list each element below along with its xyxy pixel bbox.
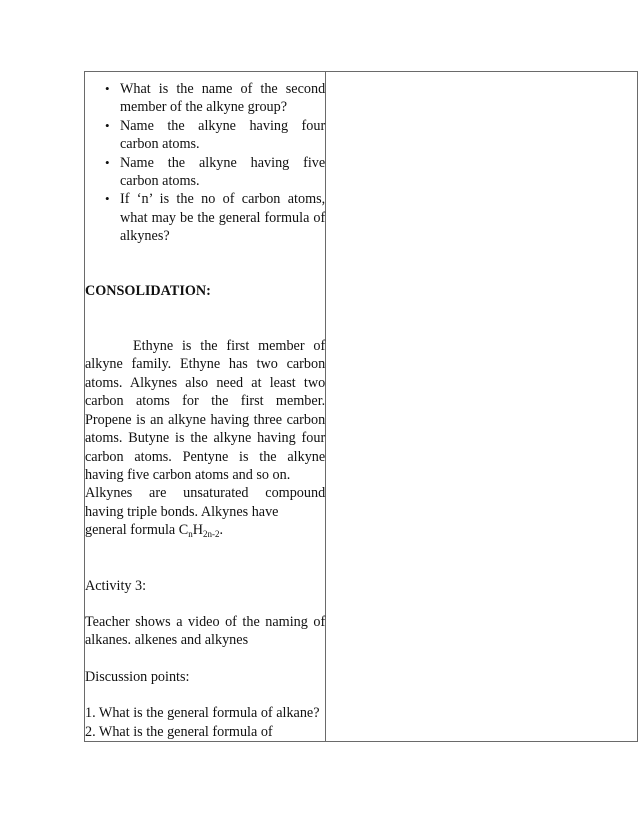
bullet-icon: • — [105, 154, 110, 170]
consolidation-paragraph — [85, 337, 325, 484]
notes-column — [326, 72, 638, 742]
formula-suffix: . — [219, 522, 224, 539]
question-text: Name the alkyne having five carbon atoms. — [120, 154, 326, 190]
formula-subscript-n: n — [188, 529, 193, 540]
list-item — [105, 80, 326, 117]
consolidation-text-2: Alkynes are unsaturated compound having triple bonds. Alkynes have — [85, 485, 326, 520]
bullet-icon: • — [105, 117, 110, 133]
list-item — [105, 154, 326, 191]
bullet-icon: • — [105, 191, 110, 207]
formula-prefix: general formula C — [85, 522, 189, 539]
activity-title: Activity 3: — [85, 577, 147, 594]
lesson-plan-table — [84, 71, 638, 742]
discussion-point: 2. What is the general formula of — [85, 723, 273, 740]
consolidation-paragraph-2 — [85, 484, 325, 521]
bullet-icon: • — [105, 81, 110, 96]
formula-hydrogen: H — [192, 522, 203, 539]
consolidation-heading: CONSOLIDATION: — [85, 282, 211, 299]
question-text: If ‘n’ is the no of carbon atoms, what may be the general formula of alkynes? — [120, 191, 326, 245]
consolidation-text: Ethyne is the first member of alkyne family. Ethyne has two carbon atoms. Alkynes also need at least two carbon atoms for the first member. Propene is an alkyne having three carbon atoms. Butyne is the alkyne having four carbon atoms. Pentyne is the alkyne having five carbon atoms and so on. — [85, 338, 326, 483]
general-formula — [85, 521, 325, 539]
activity-text: Teacher shows a video of the naming of alkanes. alkenes and alkynes — [85, 613, 326, 649]
question-list — [85, 80, 325, 246]
content-column — [85, 72, 326, 742]
formula-subscript-2n-2: 2n-2 — [202, 529, 220, 540]
question-text: Name the alkyne having four carbon atoms. — [120, 117, 326, 153]
question-text: What is the name of the second member of the alkyne group? — [120, 81, 326, 116]
discussion-title: Discussion points: — [85, 668, 190, 685]
table-row — [85, 72, 638, 742]
list-item — [105, 190, 326, 245]
list-item — [105, 117, 326, 154]
discussion-point: 1. What is the general formula of alkane? — [85, 705, 320, 722]
